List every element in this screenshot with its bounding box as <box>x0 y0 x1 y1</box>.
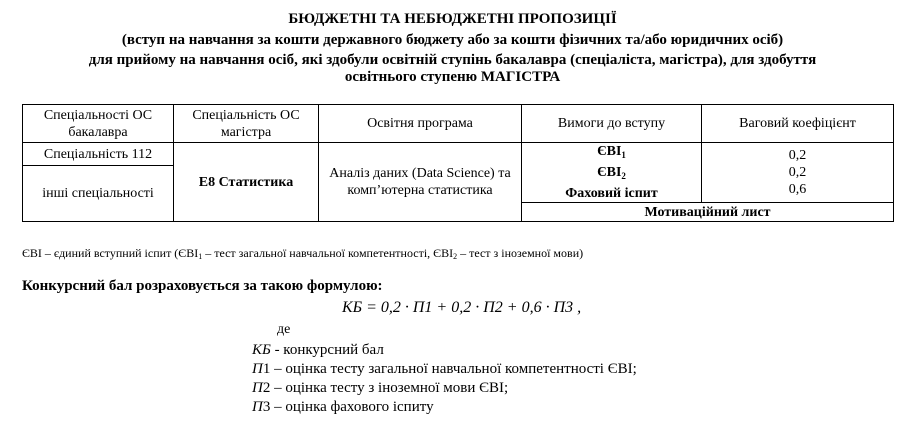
table-header-row <box>23 105 894 143</box>
page-subtitle: (вступ на навчання за кошти державного бюджету або за кошти фізичних та/або юридичних осіб) <box>121 32 784 48</box>
cell-motivation-letter: Мотиваційний лист <box>522 203 894 222</box>
header-admission-requirements: Вимоги до вступу <box>522 105 702 143</box>
cell-other-specialties: інші спеціальності <box>23 166 174 222</box>
cell-requirements <box>522 143 702 203</box>
requirement-evi2: $ЄВІ_2$ <box>597 165 626 181</box>
weight-evi1: 0,2 <box>788 148 807 163</box>
definition-p2: П2 – оцінка тесту з іноземної мови ЄВІ; <box>252 380 509 396</box>
weight-professional-exam: 0,6 <box>788 182 807 197</box>
page-description-line2: освітнього ступеню МАГІСТРА <box>344 69 561 85</box>
definition-p3: П3 – оцінка фахового іспиту <box>252 399 434 415</box>
cell-educational-program: Аналіз даних (Data Science) та комп’ютерна статистика <box>319 143 522 222</box>
header-educational-program: Освітня програма <box>319 105 522 143</box>
definition-kb: КБ - конкурсний бал <box>252 342 384 358</box>
definition-p1: П1 – оцінка тесту загальної навчальної компетентності ЄВІ; <box>252 361 637 377</box>
admission-table <box>22 104 894 222</box>
footnote: ЄВІ – єдиний вступний іспит ($ЄВІ_1$ – тест загальної навчальної компетентності, $ЄВІ_2$ – тест з іноземної мови) <box>22 246 584 261</box>
header-bachelor-specialties: Спеціальності ОС бакалавра <box>23 105 174 143</box>
page-description-line1: для прийому на навчання осіб, які здобули освітній ступінь бакалавра (спеціаліста, магістра), для здобуття <box>88 52 817 68</box>
formula-title: Конкурсний бал розраховується за такою формулою: <box>22 278 383 294</box>
formula-where: де <box>277 322 291 337</box>
formula-expression: КБ = 0,2 · П1 + 0,2 · П2 + 0,6 · П3 , <box>342 299 582 316</box>
requirement-evi1: $ЄВІ_1$ <box>597 144 626 160</box>
weight-evi2: 0,2 <box>788 165 807 180</box>
header-master-specialty: Спеціальність ОС магістра <box>174 105 319 143</box>
cell-master-specialty: E8 Статистика <box>174 143 319 222</box>
page-title: БЮДЖЕТНІ ТА НЕБЮДЖЕТНІ ПРОПОЗИЦІЇ <box>288 11 617 27</box>
requirement-professional-exam: Фаховий іспит <box>565 186 658 201</box>
header-weight-coefficient: Ваговий коефіцієнт <box>702 105 894 143</box>
cell-specialty-112: Спеціальність 112 <box>23 143 174 166</box>
cell-weights <box>702 143 894 203</box>
